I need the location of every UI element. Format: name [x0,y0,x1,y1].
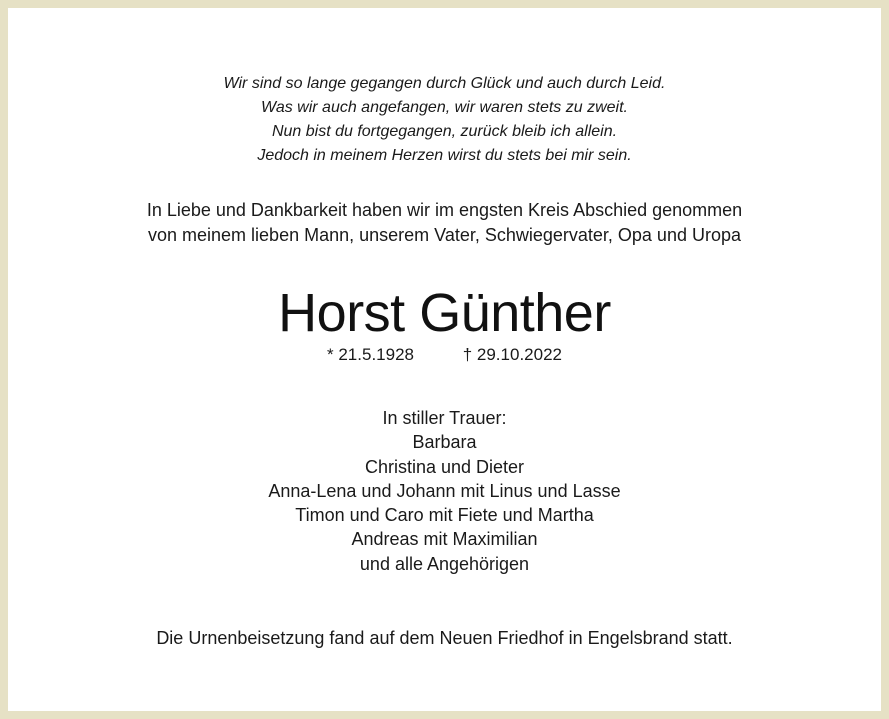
mourner-line: Christina und Dieter [364,456,525,477]
mourner-line: Anna-Lena und Johann mit Linus und Lasse [268,480,621,501]
burial-notice: Die Urnenbeisetzung fand auf dem Neuen Friedhof in Engelsbrand statt. [156,628,733,648]
poem-line: Jedoch in meinem Herzen wirst du stets bei mir sein. [257,147,632,164]
mourners [8,406,881,576]
poem-line: Wir sind so lange gegangen durch Glück und auch durch Leid. [223,75,666,92]
deceased-name: Horst Günther [278,283,611,343]
mourner-line: Barbara [412,432,477,453]
poem [8,72,881,168]
intro-line: In Liebe und Dankbarkeit haben wir im engsten Kreis Abschied genommen [146,200,743,220]
birth-date: * 21.5.1928 [327,345,414,364]
death-date: † 29.10.2022 [462,345,562,364]
obituary-card [8,8,881,711]
mourner-line: Timon und Caro mit Fiete und Martha [295,505,594,526]
intro-line: von meinem lieben Mann, unserem Vater, Schwiegervater, Opa und Uropa [148,225,741,245]
intro-text [8,198,881,248]
mourners-heading: In stiller Trauer: [382,408,507,428]
life-dates [8,344,881,366]
poem-line: Was wir auch angefangen, wir waren stets zu zweit. [261,99,628,116]
mourner-line: und alle Angehörigen [359,553,530,574]
poem-line: Nun bist du fortgegangen, zurück bleib ich allein. [271,123,618,140]
mourner-line: Andreas mit Maximilian [351,529,538,550]
